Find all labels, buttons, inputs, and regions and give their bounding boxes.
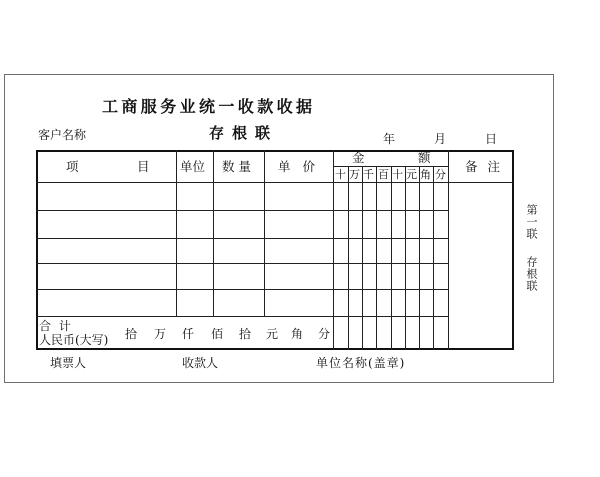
receiver-label: 收款人	[182, 356, 219, 370]
total-unit-fen: 分	[318, 327, 331, 341]
col-line-unit	[213, 150, 214, 317]
date-day-label: 日	[485, 132, 498, 146]
digit-line-4	[391, 166, 392, 350]
digit-col-shi2: 十	[392, 168, 403, 181]
digit-col-jiao: 角	[420, 168, 431, 181]
header-item: 项	[66, 159, 79, 174]
col-line-amount	[448, 150, 449, 350]
total-unit-shi: 拾	[125, 327, 138, 341]
header-remark: 备 注	[465, 159, 503, 174]
header-amount-e: 额	[418, 150, 431, 165]
total-unit-wan: 万	[154, 327, 167, 341]
digit-col-yuan: 元	[406, 168, 417, 181]
digit-line-7	[433, 166, 434, 350]
total-unit-bai: 佰	[211, 327, 224, 341]
digit-line-2	[362, 166, 363, 350]
header-amount-jin: 金	[352, 150, 365, 165]
digit-line-1	[348, 166, 349, 350]
header-bottom-line	[36, 182, 514, 183]
digit-line-3	[376, 166, 377, 350]
total-unit-shi2: 拾	[239, 327, 252, 341]
header-item-tail: 目	[137, 159, 150, 174]
unit-seal-label: 单位名称(盖章)	[316, 356, 406, 370]
digit-line-6	[419, 166, 420, 350]
copy-type-label: 存根联	[209, 124, 279, 142]
header-price: 单 价	[278, 159, 319, 174]
digit-col-qian: 千	[363, 168, 374, 181]
row-line-4	[36, 289, 448, 290]
row-line-3	[36, 263, 448, 264]
col-line-qty	[264, 150, 265, 317]
date-month-label: 月	[434, 132, 447, 146]
digit-col-shi: 十	[335, 168, 346, 181]
row-line-1	[36, 210, 448, 211]
header-qty: 数量	[222, 159, 256, 174]
date-year-label: 年	[383, 132, 396, 146]
row-line-5	[36, 316, 448, 317]
digit-line-5	[405, 166, 406, 350]
total-rmb-label: 人民币(大写)	[39, 333, 109, 347]
total-unit-qian: 仟	[182, 327, 195, 341]
digit-col-bai: 百	[378, 168, 389, 181]
digit-col-wan: 万	[349, 168, 360, 181]
digit-col-fen: 分	[435, 168, 446, 181]
issuer-label: 填票人	[50, 356, 87, 370]
total-unit-yuan: 元	[266, 327, 279, 341]
copy-number-note: 第一联	[525, 204, 538, 240]
col-line-price	[333, 150, 334, 350]
receipt-title: 工商服务业统一收款收据	[102, 97, 316, 116]
copy-name-note: 存根联	[525, 256, 538, 292]
total-label: 合 计	[39, 319, 73, 333]
total-unit-jiao: 角	[291, 327, 304, 341]
row-line-2	[36, 238, 448, 239]
customer-name-label: 客户名称	[38, 128, 87, 142]
header-unit: 单位	[180, 159, 206, 174]
col-line-item	[176, 150, 177, 317]
